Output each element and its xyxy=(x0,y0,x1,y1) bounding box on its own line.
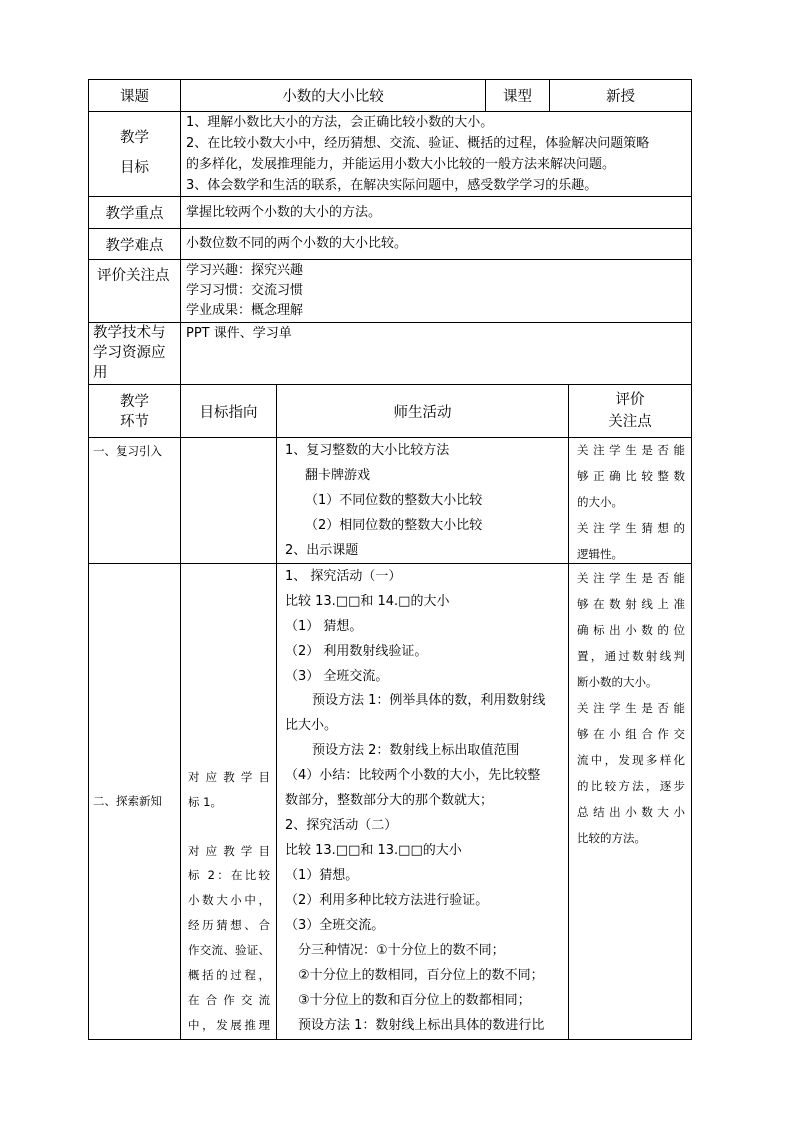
explore-activity: 分三种情况：①十分位上的数不同； xyxy=(298,943,505,958)
explore-activity: （1）猜想。 xyxy=(285,868,359,883)
evaluation-line: 学业成果：概念理解 xyxy=(186,303,304,318)
key-point-value: 掌握比较两个小数的大小的方法。 xyxy=(186,205,382,220)
col-eval-line2: 关注点 xyxy=(608,414,652,430)
explore-goal-line: 经历猜想、合 xyxy=(188,918,270,932)
explore-activity: 预设方法 2：数射线上标出取值范围 xyxy=(312,743,520,758)
difficulty-value: 小数位数不同的两个小数的大小比较。 xyxy=(186,236,408,251)
explore-goal-line: 作交流、验证、 xyxy=(188,943,270,957)
explore-goal-line: 标 2：在比较 xyxy=(188,868,270,882)
review-activity: 翻卡牌游戏 xyxy=(305,468,371,483)
explore-eval-line: 够在数射线上准 xyxy=(577,597,685,611)
explore-activity: 1、 探究活动（一） xyxy=(285,569,402,584)
explore-activity: （3） 全班交流。 xyxy=(285,669,389,684)
explore-activity: （2） 利用数射线验证。 xyxy=(285,644,428,659)
explore-activity: 比较 13.□□和 13.□□的大小 xyxy=(285,843,462,858)
col-eval-line1: 评价 xyxy=(615,392,645,408)
explore-activity: 比较 13.□□和 14.□的大小 xyxy=(285,594,450,609)
resources-label-line: 学习资源应 xyxy=(93,345,166,361)
review-activity: （1）不同位数的整数大小比较 xyxy=(305,493,483,508)
resources-label-line: 用 xyxy=(93,365,108,381)
review-eval-line: 的大小。 xyxy=(577,495,623,509)
explore-eval-line: 总结出小数大小 xyxy=(577,805,685,819)
explore-eval-line: 关注学生是否能 xyxy=(577,571,685,585)
explore-goal-line: 中，发展推理 xyxy=(188,1018,270,1032)
explore-activity: （4）小结：比较两个小数的大小，先比较整 xyxy=(285,768,541,783)
key-point-label: 教学重点 xyxy=(105,206,164,222)
explore-goal-line: 小数大小中， xyxy=(188,893,270,907)
goal-line: 1、理解小数比大小的方法，会正确比较小数的大小。 xyxy=(186,115,494,130)
explore-activity: 预设方法 1：数射线上标出具体的数进行比 xyxy=(298,1018,545,1033)
review-eval-line: 关注学生猜想的 xyxy=(577,521,685,535)
explore-activity: 预设方法 1：例举具体的数，利用数射线 xyxy=(312,693,546,708)
explore-goal-line: 概括的过程， xyxy=(188,968,270,982)
stage-review: 一、复习引入 xyxy=(93,444,162,458)
col-goal-header: 目标指向 xyxy=(199,404,258,421)
explore-goal-line: 标 1。 xyxy=(188,795,222,809)
explore-activity: （1） 猜想。 xyxy=(285,619,363,634)
explore-eval-line: 置，通过数射线判 xyxy=(577,649,685,663)
explore-eval-line: 确标出小数的位 xyxy=(577,623,685,637)
explore-eval-line: 够在小组合作交 xyxy=(577,727,685,741)
explore-goal-line: 对应教学目 xyxy=(188,844,270,858)
explore-eval-line: 比较的方法。 xyxy=(577,831,646,845)
goal-line: 2、在比较小数大小中，经历猜想、交流、验证、概括的过程，体验解决问题策略 xyxy=(186,136,650,151)
review-activity: 2、出示课题 xyxy=(285,543,359,558)
review-eval-line: 关注学生是否能 xyxy=(577,443,685,457)
col-stage-line1: 教学 xyxy=(120,394,149,410)
explore-eval-line: 断小数的大小。 xyxy=(577,675,658,689)
goals-label-line1: 教学 xyxy=(120,130,149,146)
review-eval-line: 够正确比较整数 xyxy=(577,469,685,483)
topic-value: 小数的大小比较 xyxy=(282,89,384,105)
goal-line: 的多样化，发展推理能力，并能运用小数大小比较的一般方法来解决问题。 xyxy=(186,157,616,172)
explore-activity: 2、探究活动（二） xyxy=(285,818,398,833)
explore-activity: 数部分，整数部分大的那个数就大； xyxy=(285,793,494,808)
evaluation-line: 学习习惯：交流习惯 xyxy=(186,283,304,298)
explore-goal-line: 在合作交流 xyxy=(188,993,270,1007)
explore-activity: ③十分位上的数和百分位上的数都相同； xyxy=(298,993,531,1008)
review-eval-line: 逻辑性。 xyxy=(577,547,623,561)
explore-activity: 比大小。 xyxy=(285,718,338,733)
lesson-type-label: 课型 xyxy=(503,89,532,105)
topic-label: 课题 xyxy=(120,89,149,105)
explore-eval-line: 的比较方法，逐步 xyxy=(577,779,685,793)
lesson-type-value: 新授 xyxy=(606,89,635,105)
resources-value: PPT 课件、学习单 xyxy=(186,326,292,341)
col-stage-line2: 环节 xyxy=(120,414,149,430)
explore-activity: ②十分位上的数相同，百分位上的数不同； xyxy=(298,968,544,983)
review-activity: （2）相同位数的整数大小比较 xyxy=(305,518,483,533)
goal-line: 3、体会数学和生活的联系，在解决实际问题中，感受数学学习的乐趣。 xyxy=(186,178,598,193)
explore-eval-line: 关注学生是否能 xyxy=(577,701,685,715)
explore-activity: （3）全班交流。 xyxy=(285,918,385,933)
explore-goal-line: 对应教学目 xyxy=(188,770,270,784)
explore-eval-line: 流中，发现多样化 xyxy=(577,753,685,767)
review-activity: 1、复习整数的大小比较方法 xyxy=(285,443,450,458)
evaluation-line: 学习兴趣：探究兴趣 xyxy=(186,263,304,278)
evaluation-label: 评价关注点 xyxy=(97,268,170,284)
explore-activity: （2）利用多种比较方法进行验证。 xyxy=(285,893,489,908)
goals-label-line2: 目标 xyxy=(120,160,149,176)
resources-label-line: 教学技术与 xyxy=(93,325,166,341)
stage-explore: 二、探索新知 xyxy=(93,794,162,808)
col-activity-header: 师生活动 xyxy=(393,404,452,421)
difficulty-label: 教学难点 xyxy=(105,237,164,254)
